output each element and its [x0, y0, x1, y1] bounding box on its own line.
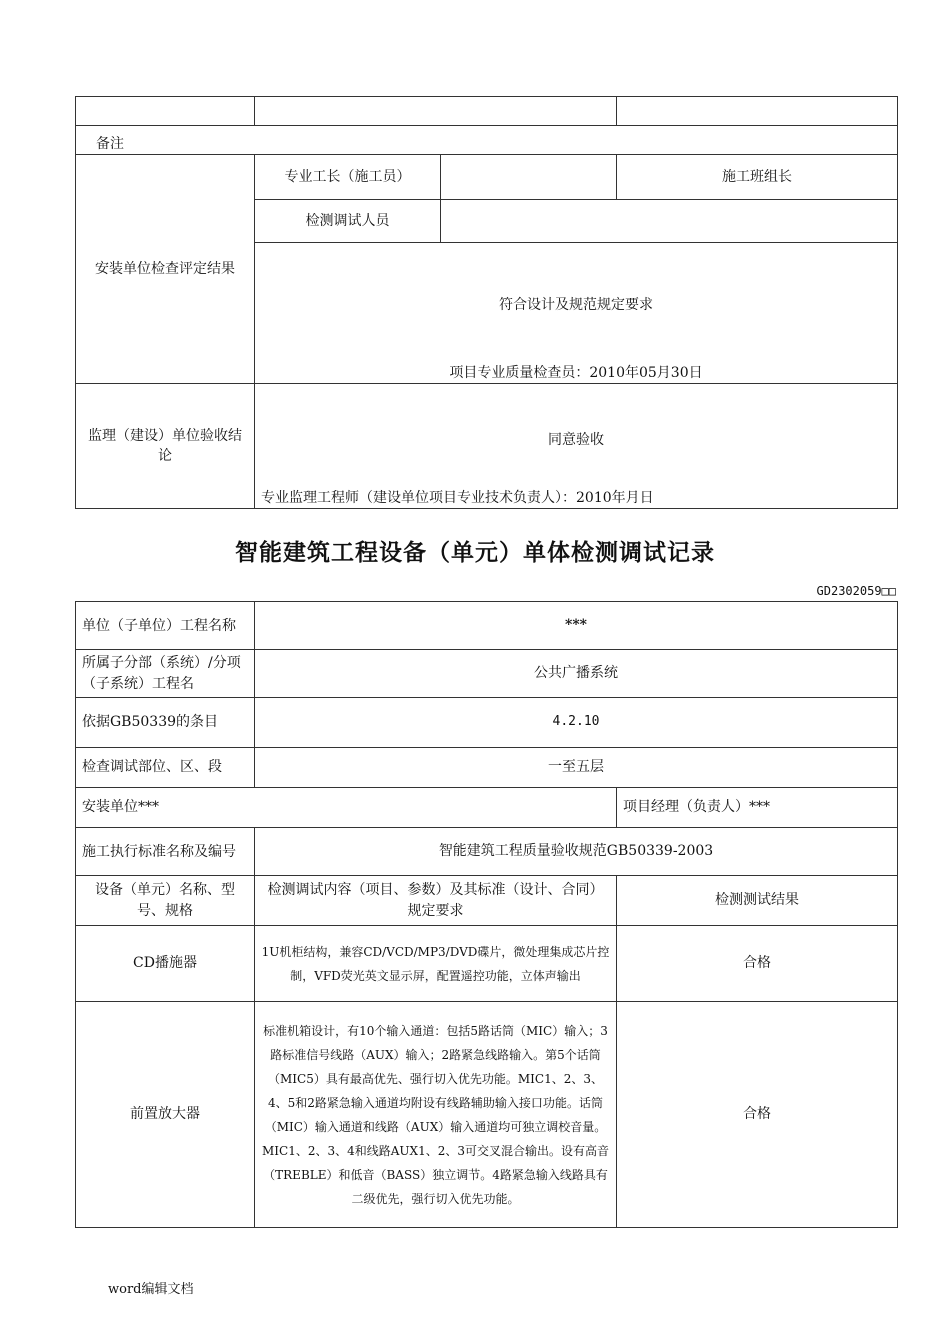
standard-label: 施工执行标准名称及编号 [76, 828, 255, 876]
remark-label: 备注 [76, 126, 898, 155]
standard-value: 智能建筑工程质量验收规范GB50339-2003 [255, 828, 898, 876]
header-result: 检测测试结果 [617, 876, 898, 926]
row-device: 前置放大器 [76, 1002, 255, 1228]
row-result: 合格 [617, 1002, 898, 1228]
row-result: 合格 [617, 926, 898, 1002]
header-device: 设备（单元）名称、型号、规格 [76, 876, 255, 926]
foreman-signature-field[interactable] [441, 155, 617, 200]
row-device: CD播施器 [76, 926, 255, 1002]
empty-cell [76, 97, 255, 126]
install-conclusion: 符合设计及规范规定要求 [499, 297, 653, 313]
install-inspector-line: 项目专业质量检查员：2010年05月30日 [449, 364, 703, 381]
tester-label: 检测调试人员 [255, 200, 441, 243]
location-value: 一至五层 [255, 748, 898, 788]
supervision-conclusion-cell [255, 384, 898, 509]
install-conclusion-cell [255, 243, 898, 384]
team-leader-label: 施工班组长 [617, 155, 898, 200]
clause-value: 4.2.10 [255, 698, 898, 748]
project-name-label: 单位（子单位）工程名称 [76, 602, 255, 650]
empty-cell [617, 97, 898, 126]
install-unit-label: 安装单位检查评定结果 [76, 155, 255, 384]
row-content: 标准机箱设计，有10个输入通道：包括5路话筒（MIC）输入；3路标准信号线路（AUX）输入；2路紧急线路输入。第5个话筒（MIC5）具有最高优先、强行切入优先功能。MIC1、2、3、4、5和2路紧急输入通道均附设有线路辅助输入接口功能。话筒（MIC）输入通道和线路（AUX）输入通道均可独立调校音量。MIC1、2、3、4和线路AUX1、2、3可交叉混合输出。设有高音（TREBLE）和低音（BASS）独立调节。4路紧急输入线路具有二级优先，强行切入优先功能。 [255, 1002, 617, 1228]
subsystem-label: 所属子分部（系统）/分项（子系统）工程名 [76, 650, 255, 698]
document-code: GD2302059□□ [816, 584, 896, 598]
empty-cell [255, 97, 617, 126]
footer-text: word编辑文档 [108, 1282, 194, 1297]
supervision-conclusion: 同意验收 [548, 432, 604, 448]
supervision-engineer-line: 专业监理工程师（建设单位项目专业技术负责人）：2010年月日 [261, 489, 654, 506]
subsystem-value: 公共广播系统 [255, 650, 898, 698]
tester-signature-field[interactable] [441, 200, 898, 243]
clause-label: 依据GB50339的条目 [76, 698, 255, 748]
inspection-result-table [75, 96, 898, 509]
project-name-value: *** [255, 602, 898, 650]
foreman-label: 专业工长（施工员） [255, 155, 441, 200]
document-title: 智能建筑工程设备（单元）单体检测调试记录 [235, 540, 715, 566]
header-content: 检测调试内容（项目、参数）及其标准（设计、合同）规定要求 [255, 876, 617, 926]
device-test-record-table [75, 601, 898, 1228]
project-manager: 项目经理（负责人）*** [617, 788, 898, 828]
install-unit: 安装单位*** [76, 788, 617, 828]
location-label: 检查调试部位、区、段 [76, 748, 255, 788]
supervision-label: 监理（建设）单位验收结论 [76, 384, 255, 509]
row-content: 1U机柜结构，兼容CD/VCD/MP3/DVD碟片，微处理集成芯片控制，VFD荧光英文显示屏，配置遥控功能，立体声输出 [255, 926, 617, 1002]
